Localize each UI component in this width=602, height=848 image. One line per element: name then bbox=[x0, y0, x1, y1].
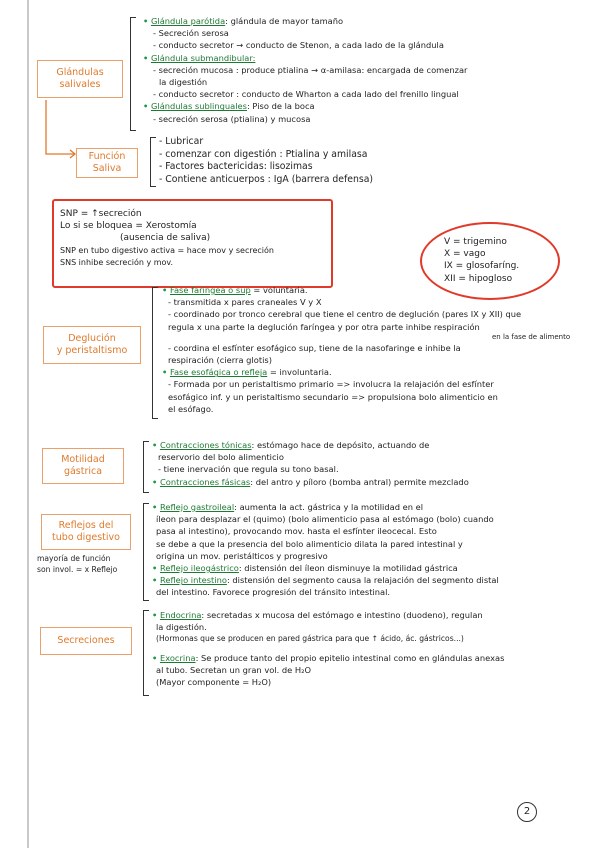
title-line: Glándulas bbox=[56, 67, 104, 78]
title-secreciones bbox=[40, 627, 132, 655]
line: - conducto secretor : conducto de Wharton a cada lado del frenillo lingual bbox=[153, 89, 459, 100]
line: • Exocrina: Se produce tanto del propio epitelio intestinal como en glándulas anexas bbox=[152, 652, 505, 663]
line: SNP = ↑secreción bbox=[60, 209, 142, 219]
line: • Reflejo intestino: distensión del segmento causa la relajación del segmento distal bbox=[152, 575, 499, 586]
text: : del antro y píloro (bomba antral) permite mezclado bbox=[250, 476, 469, 487]
line: mayoría de función bbox=[37, 554, 111, 563]
page-number: 2 bbox=[517, 802, 537, 822]
line: la digestión bbox=[159, 77, 208, 88]
line: Lo si se bloquea = Xerostomía bbox=[60, 221, 197, 232]
label: Fase faringea o sup bbox=[169, 285, 251, 295]
line: XII = hipogloso bbox=[444, 273, 513, 284]
text: : distensión del segmento causa la relajación del segmento distal bbox=[226, 575, 499, 586]
line: • Contracciones tónicas: estómago hace de depósito, actuando de bbox=[152, 440, 430, 450]
line: • Reflejo gastroileal: aumenta la act. gástrica y la motilidad en el bbox=[152, 502, 424, 512]
line: pasa al intestino), provocando mov. hasta el esfínter ileocecal. Esto bbox=[156, 526, 437, 537]
line: - Secreción serosa bbox=[153, 28, 229, 39]
line: íleon para desplazar el (quimo) (bolo alimenticio pasa al estómago (bolo) cuando bbox=[156, 514, 494, 525]
title-line: gástrica bbox=[63, 466, 103, 477]
line: - secreción serosa (ptialina) y mucosa bbox=[153, 113, 311, 124]
bracket bbox=[143, 441, 149, 493]
text: : Piso de la boca bbox=[246, 101, 315, 112]
title-glandulas-salivales bbox=[37, 60, 123, 98]
deglucion-block bbox=[162, 284, 570, 415]
line: (ausencia de saliva) bbox=[120, 233, 211, 244]
line: - comenzar con digestión : Ptialina y amilasa bbox=[159, 148, 368, 160]
label: Glándula submandibular: bbox=[150, 52, 256, 63]
line: - coordina el esfínter esofágico sup, tiene de la nasofaringe e inhibe la bbox=[168, 342, 461, 353]
bracket bbox=[130, 17, 136, 131]
title-line: salivales bbox=[59, 79, 101, 90]
margin-line bbox=[27, 0, 29, 848]
label: Endocrina bbox=[159, 610, 202, 620]
title-line: Deglución bbox=[68, 333, 116, 344]
line: • Reflejo ileogástrico: distensión del íleon disminuye la motilidad gástrica bbox=[152, 563, 458, 574]
line: - conducto secretor → conducto de Stenon, a cada lado de la glándula bbox=[153, 40, 444, 51]
line: al tubo. Secretan un gran vol. de H₂O bbox=[156, 664, 311, 675]
label: Contracciones fásicas bbox=[159, 476, 251, 487]
text: : secretadas x mucosa del estómago e intestino (duodeno), regulan bbox=[201, 610, 483, 620]
line: del intestino. Favorece progresión del tránsito intestinal. bbox=[156, 587, 391, 598]
line: en la fase de alimento bbox=[492, 332, 571, 341]
line: • Glándulas sublinguales: Piso de la boca bbox=[143, 101, 315, 112]
line: esofágico inf. y un peristaltismo secundario => propulsiona bolo alimenticio en bbox=[168, 391, 498, 402]
line: - Formada por un peristaltismo primario => involucra la relajación del esfínter bbox=[168, 379, 494, 390]
title-motilidad-gastrica bbox=[42, 448, 124, 484]
title-line: Secreciones bbox=[57, 635, 115, 646]
line: SNP en tubo digestivo activa = hace mov y secreción bbox=[60, 245, 274, 255]
line: - transmitida x pares craneales V y X bbox=[168, 297, 322, 308]
reflejos-block bbox=[152, 501, 499, 599]
line: respiración (cierra glotis) bbox=[168, 355, 272, 366]
line: • Endocrina: secretadas x mucosa del estómago e intestino (duodeno), regulan bbox=[152, 610, 483, 620]
line: - secreción mucosa : produce ptialina → α-amilasa: encargada de comenzar bbox=[153, 64, 468, 75]
label: Glándulas sublinguales bbox=[150, 101, 247, 112]
text: = involuntaria. bbox=[269, 367, 332, 378]
line: • Glándula submandibular: bbox=[143, 52, 256, 63]
text: = voluntaria. bbox=[253, 285, 308, 295]
line: (Hormonas que se producen en pared gástrica para que ↑ ácido, ác. gástricos...) bbox=[156, 634, 464, 644]
line: - coordinado por tronco cerebral que tiene el centro de deglución (pares IX y XII) que bbox=[168, 309, 522, 320]
snp-block bbox=[60, 208, 274, 269]
motilidad-block bbox=[152, 439, 469, 488]
label: Glándula parótida bbox=[150, 16, 226, 26]
line: son invol. = x Reflejo bbox=[37, 564, 118, 574]
glandulas-block bbox=[143, 15, 467, 125]
label: Contracciones tónicas bbox=[159, 440, 252, 450]
bracket bbox=[150, 137, 156, 187]
secreciones-block bbox=[152, 609, 504, 688]
title-line: tubo digestivo bbox=[52, 532, 120, 543]
arrow-icon bbox=[40, 98, 80, 160]
text: : estómago hace de depósito, actuando de bbox=[251, 440, 430, 450]
title-line: Motilidad bbox=[61, 454, 105, 465]
line: regula x una parte la deglución faríngea y por otra parte inhibe respiración bbox=[168, 321, 480, 332]
title-reflejos bbox=[41, 514, 131, 550]
title-line: Reflejos del bbox=[58, 520, 114, 531]
title-deglucion bbox=[43, 326, 141, 364]
label: Reflejo ileogástrico bbox=[159, 563, 239, 574]
line: • Fase esofágica o refleja = involuntaria. bbox=[162, 367, 332, 378]
line: (Mayor componente = H₂O) bbox=[156, 677, 272, 688]
line: IX = glosofaríng. bbox=[444, 261, 520, 272]
label: Exocrina bbox=[159, 652, 196, 663]
line: V = trigemino bbox=[444, 237, 507, 247]
line: reservorio del bolo alimenticio bbox=[158, 452, 284, 463]
line: X = vago bbox=[444, 249, 486, 260]
label: Fase esofágica o refleja bbox=[169, 367, 268, 378]
line: • Fase faringea o sup = voluntaria. bbox=[162, 285, 308, 295]
line: - Contiene anticuerpos : IgA (barrera defensa) bbox=[159, 173, 374, 185]
funcion-block bbox=[159, 136, 373, 186]
line: - tiene inervación que regula su tono basal. bbox=[158, 464, 339, 475]
bracket bbox=[152, 287, 158, 419]
nerves-block bbox=[444, 236, 519, 285]
line: la digestión. bbox=[156, 622, 207, 633]
title-line: y peristaltismo bbox=[56, 345, 128, 356]
text: : Se produce tanto del propio epitelio intestinal como en glándulas anexas bbox=[195, 652, 505, 663]
line: se debe a que la presencia del bolo alimenticio dilata la pared intestinal y bbox=[156, 538, 463, 549]
bracket bbox=[143, 610, 149, 696]
label: Reflejo gastroileal bbox=[159, 502, 235, 512]
text: : aumenta la act. gástrica y la motilidad en el bbox=[234, 502, 424, 512]
bracket bbox=[143, 503, 149, 601]
text: : glándula de mayor tamaño bbox=[225, 16, 344, 26]
line: - Factores bactericidas: lisozimas bbox=[159, 161, 313, 172]
line: el esófago. bbox=[168, 403, 214, 414]
line: • Contracciones fásicas: del antro y píloro (bomba antral) permite mezclado bbox=[152, 476, 469, 487]
line: • Glándula parótida: glándula de mayor tamaño bbox=[143, 16, 344, 26]
title-line: Función bbox=[88, 151, 126, 162]
reflejos-side-note bbox=[37, 554, 117, 575]
title-line: Saliva bbox=[92, 163, 122, 174]
label: Reflejo intestino bbox=[159, 575, 227, 586]
title-funcion-saliva bbox=[76, 148, 138, 178]
text: : distensión del íleon disminuye la motilidad gástrica bbox=[238, 563, 458, 574]
line: SNS inhibe secreción y mov. bbox=[60, 257, 174, 267]
line: origina un mov. peristálticos y progresivo bbox=[156, 550, 328, 561]
line: - Lubricar bbox=[159, 136, 204, 147]
